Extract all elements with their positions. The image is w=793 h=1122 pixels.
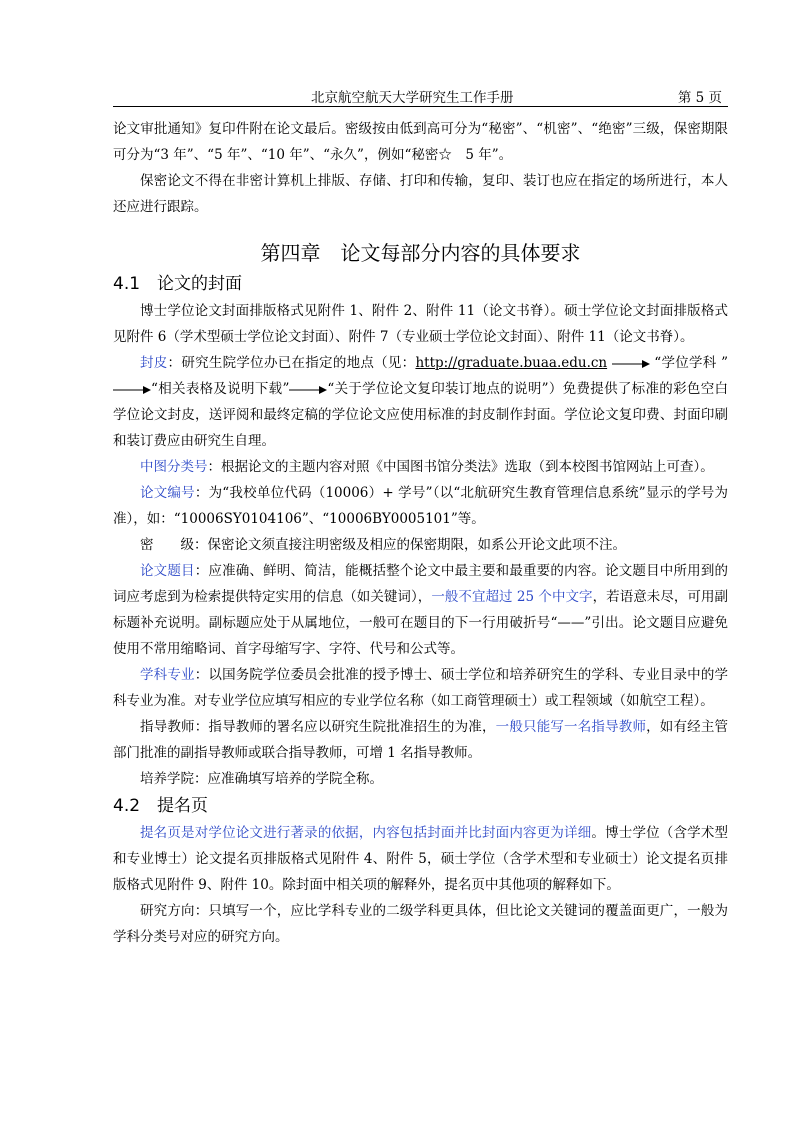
menu-path-2: “相关表格及说明下载” (151, 381, 290, 397)
paragraph-research-direction: 研究方向：只填写一个，应比学科专业的二级学科更具体，但比论文关键词的覆盖面更广，一般为学科分类号对应的研究方向。 (113, 903, 728, 945)
term-text: ：以国务院学位委员会批准的授予博士、硕士学位和培养研究生的学科、专业目录中的学科专业为准。对专业学位应填写相应的专业学位名称（如工商管理硕士）或工程领域（如航空工程）。 (113, 667, 729, 709)
paragraph-thesis-title (113, 558, 728, 662)
section-number: 4.2 (113, 796, 141, 816)
paragraph-serial (113, 480, 728, 532)
paragraph-advisor (113, 714, 728, 766)
term-text: ：为“我校单位代码（10006）+ 学号”（以“北航研究生教育管理信息系统”显示的学号为准），如：“10006SY0104106”、“10006BY0005101”等。 (113, 485, 729, 527)
graduate-site-link[interactable]: http://graduate.buaa.edu.cn (415, 355, 608, 371)
header-page-number: 第 5 页 (677, 90, 722, 106)
paragraph-secrecy-levels: 论文审批通知》复印件附在论文最后。密级按由低到高可分为“秘密”、“机密”、“绝密”三级，保密期限可分为“3 年”、“5 年”、“10 年”、“永久”，例如“秘密☆ 5 年”。 (113, 121, 728, 163)
arrow-right-icon (612, 359, 650, 369)
highlight-text: 提名页是对学位论文进行著录的依据，内容包括封面并比封面内容更为详细 (140, 825, 592, 841)
term-text: 指导教师：指导教师的署名应以研究生院批准招生的为准， (140, 719, 496, 735)
arrow-right-icon (113, 385, 151, 395)
paragraph-discipline (113, 662, 728, 714)
header-title: 北京航空航天大学研究生工作手册 (311, 90, 514, 106)
highlight-text: 一般只能写一名指导教师 (495, 719, 647, 735)
section-title: 提名页 (157, 796, 208, 816)
highlight-text: 一般不宜超过 25 个中文字 (431, 589, 593, 605)
paragraph-secret-handling: 保密论文不得在非密计算机上排版、存储、打印和传输，复印、装订也应在指定的场所进行，本人还应进行跟踪。 (113, 173, 728, 215)
term-label: 论文题目 (140, 563, 195, 579)
paragraph-secret-level (113, 532, 728, 558)
term-text: 。博士学位（含学术型和专业博士）论文提名页排版格式见附件 4、附件 5，硕士学位（含学术型和专业硕士）论文提名页排版格式见附件 9、附件 10。除封面中相关项的解释外，提名页中其他项的解释如下。 (113, 825, 729, 893)
section-heading-4-1 (113, 270, 728, 298)
term-label: 论文编号 (140, 485, 195, 501)
term-text: ：根据论文的主题内容对照《中国图书馆分类法》选取（到本校图书馆网站上可查）。 (207, 459, 714, 475)
term-label: 中图分类号 (140, 459, 208, 475)
term-label: 封皮 (140, 355, 168, 371)
paragraph-clc (113, 454, 728, 480)
menu-path-1: “学位学科 ” (654, 355, 729, 371)
term-label: 密 级 (140, 537, 194, 553)
page-header (113, 86, 728, 107)
paragraph-cover-formats: 博士学位论文封面排版格式见附件 1、附件 2、附件 11（论文书脊）。硕士学位论文封面排版格式见附件 6（学术型硕士学位论文封面）、附件 7（专业硕士学位论文封面）、附件 11（论文书脊）。 (113, 303, 728, 345)
paragraph-school: 培养学院：应准确填写培养的学院全称。 (140, 771, 383, 787)
section-number: 4.1 (113, 274, 141, 294)
paragraph-cover (113, 350, 728, 454)
term-text: ，如有经主管部门批准的副指导教师或联合指导教师，可增 1 名指导教师。 (113, 719, 729, 761)
page-body (113, 116, 728, 950)
cover-text: ）免费提供了标准的彩色空白学位论文封皮，送评阅和最终定稿的学位论文应使用标准的封皮制作封面。学位论文复印费、封面印刷和装订费应由研究生自理。 (113, 381, 729, 449)
term-text: ：应准确、鲜明、简洁，能概括整个论文中最主要和最重要的内容。论文题目中所用到的词应考虑到为检索提供特定实用的信息（如关键词）， (113, 563, 729, 605)
chapter-title: 第四章 论文每部分内容的具体要求 (260, 241, 581, 265)
term-label: 学科专业 (140, 667, 195, 683)
section-heading-4-2 (113, 792, 728, 820)
menu-path-3: “关于学位论文复印装订地点的说明” (327, 381, 549, 397)
arrow-right-icon (289, 385, 327, 395)
term-text: ，若语意未尽，可用副标题补充说明。副标题应处于从属地位，一般可在题目的下一行用破折号“——”引出。论文题目应避免使用不常用缩略词、首字母缩写字、字符、代号和公式等。 (113, 589, 729, 657)
term-text: ：保密论文须直接注明密级及相应的保密期限，如系公开论文此项不注。 (194, 537, 626, 553)
cover-text: ：研究生院学位办已在指定的地点（见： (167, 355, 416, 371)
paragraph-title-page (113, 820, 728, 898)
section-title: 论文的封面 (157, 274, 242, 294)
